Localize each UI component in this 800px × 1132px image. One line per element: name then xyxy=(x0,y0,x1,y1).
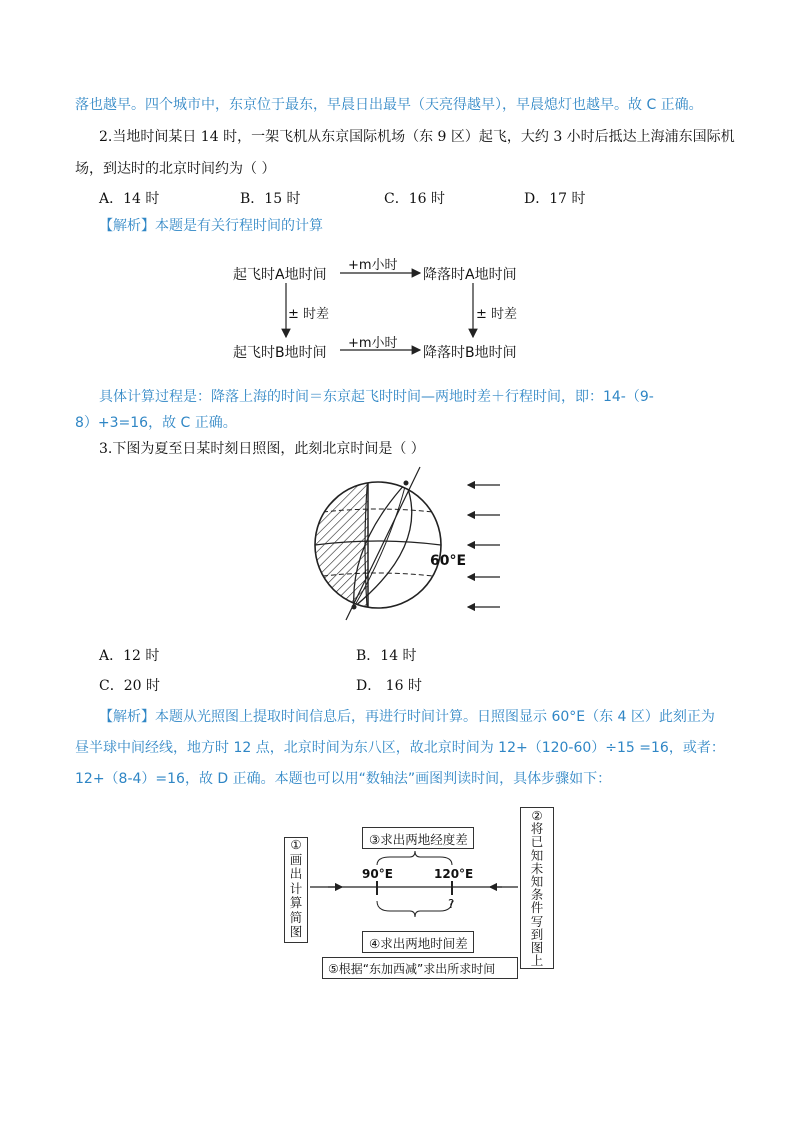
flow-top-left: 起飞时A地时间 xyxy=(233,267,327,283)
q3-stem: 3.下图为夏至日某时刻日照图，此刻北京时间是（ ） xyxy=(99,441,425,457)
globe-60e-label: 60°E xyxy=(430,553,467,569)
q2-option-c: C．16 时 xyxy=(384,191,445,207)
flow-bottom-right: 降落时B地时间 xyxy=(423,345,517,361)
q3-analysis-line3: 12+（8-4）=16，故 D 正确。本题也可以用“数轴法”画图判读时间，具体步骤如下： xyxy=(75,771,612,787)
q3-analysis-line2: 昼半球中间经线，地方时 12 点，北京时间为东八区，故北京时间为 12+（120-60）÷15 =16，或者： xyxy=(75,740,725,756)
flow-arrow-top-label: +m小时 xyxy=(348,258,398,273)
flow-bottom-left: 起飞时B地时间 xyxy=(233,345,327,361)
number-axis-diagram xyxy=(280,805,560,985)
flow-diagram xyxy=(228,255,538,365)
flow-arrow-right-label: ± 时差 xyxy=(476,307,518,322)
step2-text: ② 将 已 知 未 知 条 件 写 到 图 上 xyxy=(530,808,544,969)
step4-text: ④求出两地时间差 xyxy=(369,936,468,951)
axis-label-90e: 90°E xyxy=(362,867,393,881)
intro-analysis-line: 落也越早。四个城市中，东京位于最东，早晨日出最早（天亮得越早），早晨熄灯也越早。故 C 正确。 xyxy=(75,97,703,113)
q3-option-a: A．12 时 xyxy=(99,648,160,664)
q3-option-b: B．14 时 xyxy=(356,648,417,664)
analysis-text: 本题从光照图上提取时间信息后，再进行时间计算。日照图显示 60°E（东 4 区）此刻正为 xyxy=(155,709,715,725)
q2-option-a: A．14 时 xyxy=(99,191,160,207)
q3-option-c: C．20 时 xyxy=(99,678,160,694)
globe-svg xyxy=(310,465,510,625)
step3-text: ③求出两地经度差 xyxy=(369,832,468,847)
q3-option-d: D． 16 时 xyxy=(356,678,422,694)
q2-analysis xyxy=(99,216,323,236)
analysis-tag: 【解析】 xyxy=(99,218,155,234)
axis-question-mark: ? xyxy=(448,897,455,911)
q2-stem-line1: 2.当地时间某日 14 时，一架飞机从东京国际机场（东 9 区）起飞，大约 3 小时后抵达上海浦东国际机 xyxy=(99,129,735,145)
step5-text: ⑤根据“东加西减”求出所求时间 xyxy=(328,962,496,976)
analysis-tag: 【解析】 xyxy=(99,709,155,725)
flow-arrow-left-label: ± 时差 xyxy=(288,307,330,322)
q2-calc-line1: 具体计算过程是：降落上海的时间＝东京起飞时时间—两地时差＋行程时间，即：14-（9- xyxy=(99,389,654,405)
analysis-text: 本题是有关行程时间的计算 xyxy=(155,218,323,234)
step1-text: ① 画 出 计 算 简 图 xyxy=(289,837,303,939)
q2-calc-line2: 8）+3=16，故 C 正确。 xyxy=(75,415,237,431)
axis-label-120e: 120°E xyxy=(434,867,474,881)
q2-option-b: B．15 时 xyxy=(240,191,301,207)
sunlight-globe-diagram xyxy=(310,465,510,625)
q3-analysis-line1 xyxy=(99,707,715,727)
flow-top-right: 降落时A地时间 xyxy=(423,267,517,283)
flow-arrow-bottom-label: +m小时 xyxy=(348,336,398,351)
q2-option-d: D．17 时 xyxy=(524,191,586,207)
q2-stem-line2: 场，到达时的北京时间约为（ ） xyxy=(75,161,276,177)
